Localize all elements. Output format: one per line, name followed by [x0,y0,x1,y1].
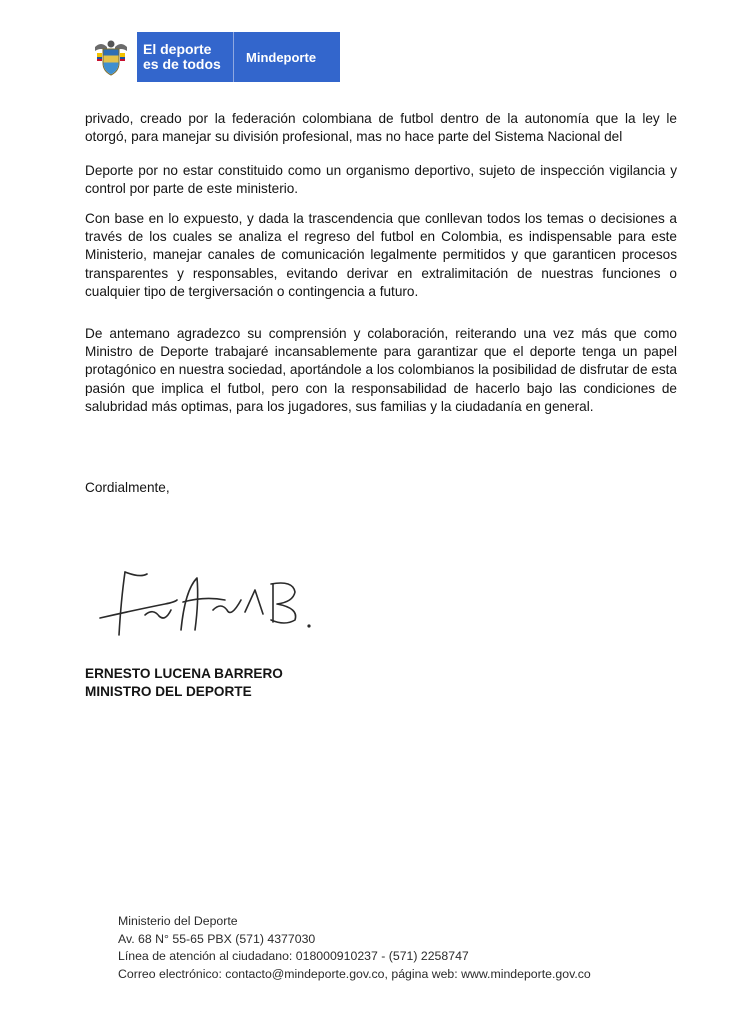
handwritten-signature [95,560,325,650]
signer-title: MINISTRO DEL DEPORTE [85,684,252,699]
footer-line-ministry: Ministerio del Deporte [118,914,238,928]
footer-contact [118,913,591,983]
logo-banner [137,32,340,82]
letter-paragraph-3: Con base en lo expuesto, y dada la trascendencia que conllevan todos los temas o decisiones a través de los cuales se analiza el regreso del futbol en Colombia, es indispensable para este Ministerio, manejar canales de comunicación legalmente permitidos y que garanticen procesos transparentes y responsables, evitando derivar en extralimitación de nuestras funciones o cualquier tipo de tergiversación o contingencia a futuro. [85,211,677,299]
letter-paragraph-2: Deporte por no estar constituido como un organismo deportivo, sujeto de inspección vigilancia y control por parte de este ministerio. [85,163,677,197]
signer-block [85,665,283,701]
footer-line-hotline: Línea de atención al ciudadano: 018000910237 - (571) 2258747 [118,949,469,963]
letter-closing: Cordialmente, [85,480,170,495]
signer-name: ERNESTO LUCENA BARRERO [85,666,283,681]
letter-paragraph-4: De antemano agradezco su comprensión y colaboración, reiterando una vez más que como Ministro de Deporte trabajaré incansablemente para garantizar que el deporte tenga un papel protagónico en nuestra sociedad, aportándole a los colombianos la posibilidad de disfrutar de esta pasión que implica el futbol, pero con la responsabilidad de hacerlo bajo las condiciones de salubridad más optimas, para los jugadores, sus familias y la ciudadanía en general. [85,326,677,414]
coat-of-arms-icon [85,32,137,82]
logo-slogan: El deporte es de todos [143,41,221,72]
header-logo [85,32,340,82]
footer-line-address: Av. 68 N° 55-65 PBX (571) 4377030 [118,931,316,946]
letter-paragraph-1: privado, creado por la federación colombiana de futbol dentro de la autonomía que la ley le otorgó, para manejar su división profesional, mas no hace parte del Sistema Nacional del [85,111,677,145]
logo-agency-name: Mindeporte [246,49,317,65]
footer-line-email-web: Correo electrónico: contacto@mindeporte.gov.co, página web: www.mindeporte.gov.co [118,966,591,981]
